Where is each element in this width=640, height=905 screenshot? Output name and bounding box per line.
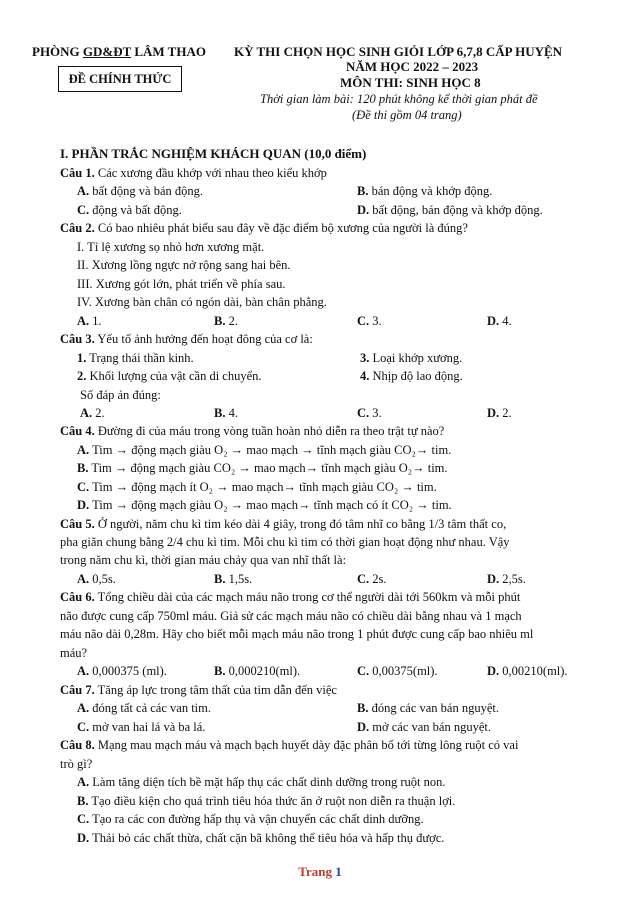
option-letter: B.: [214, 664, 226, 678]
option-letter: C.: [77, 203, 90, 217]
question-5: [60, 516, 506, 532]
option-text: Làm tăng diện tích bề mặt hấp thụ các chất dinh dưỡng trong ruột non.: [92, 775, 446, 789]
school-year: NĂM HỌC 2022 – 2023: [346, 59, 479, 74]
option-5b: [214, 571, 252, 587]
question-text: Yếu tố ảnh hưởng đến hoạt đông của cơ là:: [94, 332, 313, 346]
factor-item: [77, 368, 262, 384]
factor-number: 3.: [360, 351, 370, 365]
question-text: Có bao nhiêu phát biểu sau đây về đặc điểm bộ xương của người là đúng?: [94, 221, 468, 235]
option-text: 2.: [228, 314, 238, 328]
option-letter: C.: [357, 664, 370, 678]
factor-item: [360, 350, 462, 366]
section-title: I. PHẦN TRẮC NGHIỆM KHÁCH QUAN (10,0 điểm): [60, 146, 367, 161]
option-1c: [77, 202, 182, 218]
option-letter: A.: [77, 314, 90, 328]
option-letter: D.: [487, 572, 500, 586]
option-7a: [77, 700, 211, 716]
option-letter: C.: [357, 572, 370, 586]
option-letter: D.: [487, 406, 500, 420]
question-continuation: pha giãn chung bằng 2/4 chu kì tim. Mỗi chu kì tim có thời gian hoạt động như nhau. Vậy: [60, 535, 510, 549]
option-4a: [77, 442, 451, 458]
option-3c: [357, 405, 382, 421]
option-letter: B.: [214, 314, 226, 328]
question-text: Đường đi của máu trong vòng tuần hoàn nhỏ diễn ra theo trật tự nào?: [94, 424, 445, 438]
option-text: 2,5s.: [502, 572, 526, 586]
factor-number: 2.: [77, 369, 87, 383]
statement-item: I. Tỉ lệ xương sọ nhỏ hơn xương mặt.: [77, 240, 265, 254]
factor-item: [360, 368, 463, 384]
option-text: 3.: [372, 406, 382, 420]
option-text: Tim → động mạch ít O₂ → mao mạch→ tĩnh mạch giàu CO₂ → tim.: [92, 480, 437, 494]
option-text: 0,5s.: [92, 572, 116, 586]
option-2d: [487, 313, 512, 329]
question-continuation: máu?: [60, 646, 88, 660]
option-8d: [77, 830, 444, 846]
question-2: [60, 220, 468, 236]
statement-item: II. Xương lồng ngực nở rộng sang hai bên.: [77, 258, 291, 272]
office-name: [32, 44, 206, 60]
factor-text: Khối lượng của vật cần di chuyển.: [86, 369, 262, 383]
option-text: 0,00375(ml).: [372, 664, 438, 678]
option-4b: [77, 460, 448, 476]
option-text: đóng tất cả các van tim.: [92, 701, 211, 715]
option-8b: [77, 793, 455, 809]
option-letter: A.: [77, 184, 90, 198]
option-letter: D.: [357, 203, 370, 217]
option-text: 4.: [228, 406, 238, 420]
option-text: 2.: [502, 406, 512, 420]
option-3d: [487, 405, 512, 421]
option-text: 0,000210(ml).: [228, 664, 301, 678]
option-3b: [214, 405, 238, 421]
option-text: động và bất động.: [92, 203, 182, 217]
option-text: 0,00210(ml).: [502, 664, 568, 678]
option-text: Tạo điều kiện cho quá trình tiêu hóa thức ăn ở ruột non diễn ra thuận lợi.: [91, 794, 456, 808]
option-3a: [80, 405, 105, 421]
option-text: Tạo ra các con đường hấp thụ và vận chuyển các chất dinh dưỡng.: [92, 812, 424, 826]
pages-note: (Đề thi gồm 04 trang): [352, 108, 462, 122]
page-label: Trang: [298, 864, 332, 879]
option-text: đóng các van bán nguyệt.: [371, 701, 499, 715]
option-letter: B.: [357, 701, 369, 715]
option-text: Tim → động mạch giàu CO₂ → mao mạch→ tĩnh mạch giàu O₂→ tim.: [91, 461, 448, 475]
statement-item: IV. Xương bàn chân có ngón dài, bàn chân phẳng.: [77, 295, 327, 309]
factor-text: Trạng thái thần kinh.: [86, 351, 194, 365]
option-6c: [357, 663, 438, 679]
option-letter: C.: [77, 480, 90, 494]
question-text: Tổng chiều dài của các mạch máu não trong cơ thể người dài tới 560km và mỗi phút: [94, 590, 521, 604]
option-letter: C.: [357, 406, 370, 420]
option-6b: [214, 663, 300, 679]
question-text: Tăng áp lực trong tâm thất của tim dẫn đến việc: [94, 683, 337, 697]
option-text: 1,5s.: [228, 572, 253, 586]
option-letter: C.: [357, 314, 370, 328]
count-label: Số đáp án đúng:: [80, 388, 161, 402]
option-text: bất động, bán động và khớp động.: [372, 203, 543, 217]
option-letter: D.: [77, 831, 90, 845]
option-7d: [357, 719, 491, 735]
page-footer: [0, 864, 640, 880]
question-text: Mạng mau mạch máu và mạch bạch huyết dày đặc phân bố tới từng lông ruột có vai: [94, 738, 519, 752]
question-label: Câu 4.: [60, 424, 95, 438]
question-label: Câu 7.: [60, 683, 95, 697]
question-text: Ở người, năm chu kì tim kéo dài 4 giây, trong đó tâm nhĩ co bằng 1/3 tâm thất co,: [94, 517, 507, 531]
option-5a: [77, 571, 116, 587]
option-text: mở van hai lá và ba lá.: [92, 720, 206, 734]
office-suffix: LÂM THAO: [131, 44, 206, 59]
question-3: [60, 331, 313, 347]
option-7c: [77, 719, 205, 735]
option-text: 1.: [92, 314, 102, 328]
question-label: Câu 2.: [60, 221, 95, 235]
option-letter: B.: [214, 572, 226, 586]
option-text: bán động và khớp động.: [371, 184, 493, 198]
office-prefix: PHÒNG: [32, 44, 83, 59]
question-label: Câu 3.: [60, 332, 95, 346]
option-letter: D.: [77, 498, 90, 512]
question-continuation: trò gì?: [60, 757, 93, 771]
option-text: bất động và bán động.: [92, 184, 204, 198]
question-label: Câu 8.: [60, 738, 95, 752]
factor-text: Nhịp độ lao động.: [369, 369, 463, 383]
option-5d: [487, 571, 526, 587]
option-letter: D.: [487, 314, 500, 328]
option-6a: [77, 663, 167, 679]
option-letter: A.: [80, 406, 93, 420]
page-number: 1: [335, 864, 342, 879]
option-letter: B.: [77, 461, 89, 475]
option-letter: A.: [77, 572, 90, 586]
question-1: [60, 165, 327, 181]
option-4d: [77, 497, 452, 513]
factor-number: 1.: [77, 351, 87, 365]
option-2c: [357, 313, 382, 329]
option-text: 4.: [502, 314, 512, 328]
option-letter: A.: [77, 443, 90, 457]
question-6: [60, 589, 520, 605]
option-letter: D.: [357, 720, 370, 734]
option-text: Thải bỏ các chất thừa, chất cặn bã không thể tiêu hóa và hấp thụ được.: [92, 831, 445, 845]
question-text: Các xương đầu khớp với nhau theo kiểu khớp: [94, 166, 327, 180]
option-text: Tim → động mạch giàu O₂ → mao mạch → tĩnh mạch giàu CO₂→ tim.: [92, 443, 452, 457]
option-letter: D.: [487, 664, 500, 678]
option-1b: [357, 183, 492, 199]
factor-text: Loại khớp xương.: [369, 351, 463, 365]
option-2a: [77, 313, 102, 329]
option-letter: B.: [214, 406, 226, 420]
subject-title: MÔN THI: SINH HỌC 8: [340, 75, 481, 90]
option-7b: [357, 700, 499, 716]
question-label: Câu 1.: [60, 166, 95, 180]
option-letter: A.: [77, 701, 90, 715]
office-gd: GD&ĐT: [82, 44, 132, 59]
option-1d: [357, 202, 543, 218]
option-4c: [77, 479, 437, 495]
time-note: Thời gian làm bài: 120 phút không kể thời gian phát đề: [260, 92, 538, 106]
question-continuation: trong năm chu kì, thời gian máu chảy qua van nhĩ thất là:: [60, 553, 347, 567]
option-5c: [357, 571, 387, 587]
exam-title: KỲ THI CHỌN HỌC SINH GIỎI LỚP 6,7,8 CẤP HUYỆN: [234, 44, 563, 59]
option-text: 2s.: [372, 572, 387, 586]
factor-number: 4.: [360, 369, 370, 383]
option-8a: [77, 774, 446, 790]
option-8c: [77, 811, 424, 827]
question-label: Câu 6.: [60, 590, 95, 604]
option-letter: A.: [77, 775, 90, 789]
statement-item: III. Xương gót lớn, phát triển về phía sau.: [77, 277, 286, 291]
option-6d: [487, 663, 568, 679]
option-letter: C.: [77, 720, 90, 734]
option-text: Tim → động mạch giàu O₂ → mao mạch→ tĩnh mạch có ít CO₂ → tim.: [92, 498, 452, 512]
option-1a: [77, 183, 203, 199]
question-7: [60, 682, 337, 698]
option-text: mở các van bán nguyệt.: [372, 720, 492, 734]
option-letter: B.: [357, 184, 369, 198]
option-2b: [214, 313, 238, 329]
option-text: 2.: [95, 406, 105, 420]
official-exam-box: ĐỀ CHÍNH THỨC: [58, 66, 182, 92]
question-8: [60, 737, 518, 753]
option-text: 3.: [372, 314, 382, 328]
option-letter: B.: [77, 794, 89, 808]
option-letter: A.: [77, 664, 90, 678]
question-label: Câu 5.: [60, 517, 95, 531]
question-continuation: máu não dài 0,28m. Hãy cho biết mỗi mạch máu não trong 1 phút được cung cấp bao nhiêu ml: [60, 627, 534, 641]
option-letter: C.: [77, 812, 90, 826]
factor-item: [77, 350, 194, 366]
question-4: [60, 423, 444, 439]
option-text: 0,000375 (ml).: [92, 664, 167, 678]
question-continuation: não được cung cấp 750ml máu. Giả sử các mạch máu não có chiều dài bằng nhau và 1 mạch: [60, 609, 522, 623]
